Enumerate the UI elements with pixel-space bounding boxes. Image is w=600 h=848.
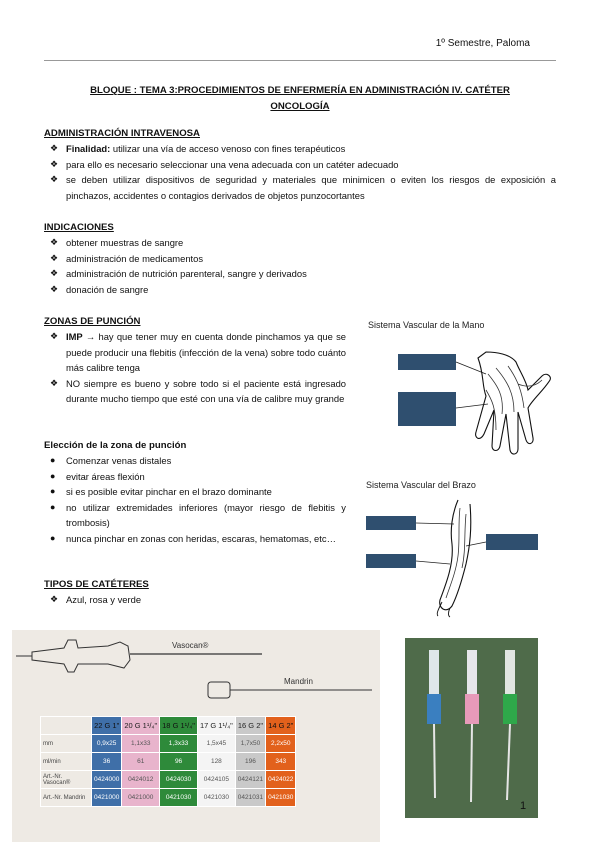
header-divider [44,60,556,61]
dot-bullet-icon: ● [50,501,56,512]
section-heading: TIPOS DE CATÉTERES [44,579,149,590]
dot-bullet-icon: ● [50,486,56,496]
section-eleccion [44,440,346,546]
catheter-diagram [12,630,380,716]
diamond-bullet-icon: ❖ [50,377,59,388]
list-item: ● no utilizar extremidades inferiores (mayor riesgo de flebitis y trombosis) [50,501,346,528]
dot-bullet-icon: ● [50,470,56,481]
catheters-photo [405,638,538,818]
table-row [41,771,296,789]
diamond-bullet-icon: ❖ [50,594,59,604]
header-cell: 22 G 1" [92,717,122,735]
list-item: ❖ para ello es necesario seleccionar una vena adecuada con un catéter adecuado [44,157,556,173]
list-item: ❖ NO siempre es bueno y sobre todo si el paciente está ingresado durante mucho tiempo que esté con una vía de calibre muy grande [50,377,346,404]
table-cell: 0421031 [235,789,265,807]
diamond-bullet-icon: ❖ [50,331,59,341]
indicaciones-list [44,235,556,297]
arm-vascular-figure [366,480,558,620]
diamond-bullet-icon: ❖ [50,143,59,153]
list-item: ❖ administración de nutrición parenteral, sangre y derivados [44,266,556,282]
dot-bullet-icon: ● [50,532,56,543]
diamond-bullet-icon: ❖ [50,158,59,169]
arm-illustration [366,494,558,618]
table-cell: 128 [197,753,235,771]
header-cell: 14 G 2" [266,717,296,735]
header-cell: 16 G 2" [235,717,265,735]
table-cell: 0424030 [160,771,198,789]
table-cell: 0424012 [122,771,160,789]
diamond-bullet-icon: ❖ [50,174,59,184]
list-item: ❖ donación de sangre [44,282,556,298]
table-cell: 343 [266,753,296,771]
zonas-list [44,329,346,407]
list-item: ● evitar áreas flexión [44,469,346,485]
table-row [41,753,296,771]
section-tipos [44,579,346,608]
section-admin-iv [44,128,556,203]
table-cell: 1,3x33 [160,735,198,753]
tipos-list [44,592,346,608]
section-indicaciones [44,222,556,297]
table-cell: 1,5x45 [197,735,235,753]
list-item: ❖ se deben utilizar dispositivos de seguridad y materiales que minimicen o eviten los riesgos de exposición a pinchazos, accidentes o contagios derivados de objetos punzocortantes [50,174,556,201]
table-cell: 196 [235,753,265,771]
table-cell: 1,7x50 [235,735,265,753]
list-item: ● nunca pinchar en zonas con heridas, escaras, hematomas, etc… [44,531,346,547]
list-item: ● Comenzar venas distales [44,453,346,469]
row-label: Art.-Nr. Vasocan® [41,771,92,789]
diamond-bullet-icon: ❖ [50,237,59,247]
hand-illustration [368,334,558,460]
section-heading: INDICACIONES [44,222,114,233]
catheters-illustration [405,638,538,818]
list-item: ❖ Azul, rosa y verde [44,592,346,608]
table-cell: 36 [92,753,122,771]
table-row [41,735,296,753]
table-cell: 0421000 [122,789,160,807]
section-zonas [44,316,346,407]
table-cell: 0421030 [160,789,198,807]
dot-bullet-icon: ● [50,455,56,465]
hand-vascular-figure [368,320,558,460]
table-cell: 0424121 [235,771,265,789]
header-cell: 20 G 1¹/₄" [122,717,160,735]
diamond-bullet-icon: ❖ [50,252,59,263]
page-header: 1º Semestre, Paloma [435,38,530,49]
list-item: ❖ administración de medicamentos [44,251,556,267]
table-cell: 0421000 [92,789,122,807]
header-cell: 17 G 1¹/₄" [197,717,235,735]
mandrin-label: Mandrin [284,677,313,686]
table-cell: 0421030 [197,789,235,807]
section-subheading: Elección de la zona de punción [44,440,187,451]
figure-caption: Sistema Vascular de la Mano [368,320,485,330]
list-item: ● si es posible evitar pinchar en el brazo dominante [44,484,346,500]
section-heading: ADMINISTRACIÓN INTRAVENOSA [44,128,200,139]
catheter-size-chart [12,630,380,842]
section-heading: ZONAS DE PUNCIÓN [44,316,141,327]
figure-caption: Sistema Vascular del Brazo [366,480,476,490]
title-line-1: BLOQUE : TEMA 3:PROCEDIMIENTOS DE ENFERMERÍA EN ADMINISTRACIÓN IV. CATÉTER [90,85,510,96]
table-cell: 0424105 [197,771,235,789]
table-cell: 96 [160,753,198,771]
diamond-bullet-icon: ❖ [50,283,59,294]
diamond-bullet-icon: ❖ [50,268,59,278]
list-item: ❖ IMP → hay que tener muy en cuenta donde pinchamos ya que se puede producir una flebitis (infección de la vena) sobre todo cuánto más calibre tenga [50,331,346,373]
row-label: mm [41,735,92,753]
table-cell: 0421030 [266,789,296,807]
table-cell: 1,1x33 [122,735,160,753]
vasocan-label: Vasocan® [172,641,209,650]
page-number: 1 [520,800,527,812]
admin-iv-list [44,141,556,203]
table-cell: 61 [122,753,160,771]
list-item: ❖ Finalidad: utilizar una vía de acceso venoso con fines terapéuticos [44,141,556,157]
title-line-2: ONCOLOGÍA [270,101,330,112]
document-title [60,83,540,115]
row-label: ml/min [41,753,92,771]
table-cell: 0,9x25 [92,735,122,753]
table-cell: 0424000 [92,771,122,789]
list-item: ❖ obtener muestras de sangre [44,235,556,251]
table-cell: 0424022 [266,771,296,789]
header-cell: 18 G 1¹/₄" [160,717,198,735]
catheter-table [40,716,296,807]
table-row [41,789,296,807]
table-cell: 2,2x50 [266,735,296,753]
table-header-row [41,717,296,735]
row-label: Art.-Nr. Mandrin [41,789,92,807]
eleccion-list [44,453,346,546]
